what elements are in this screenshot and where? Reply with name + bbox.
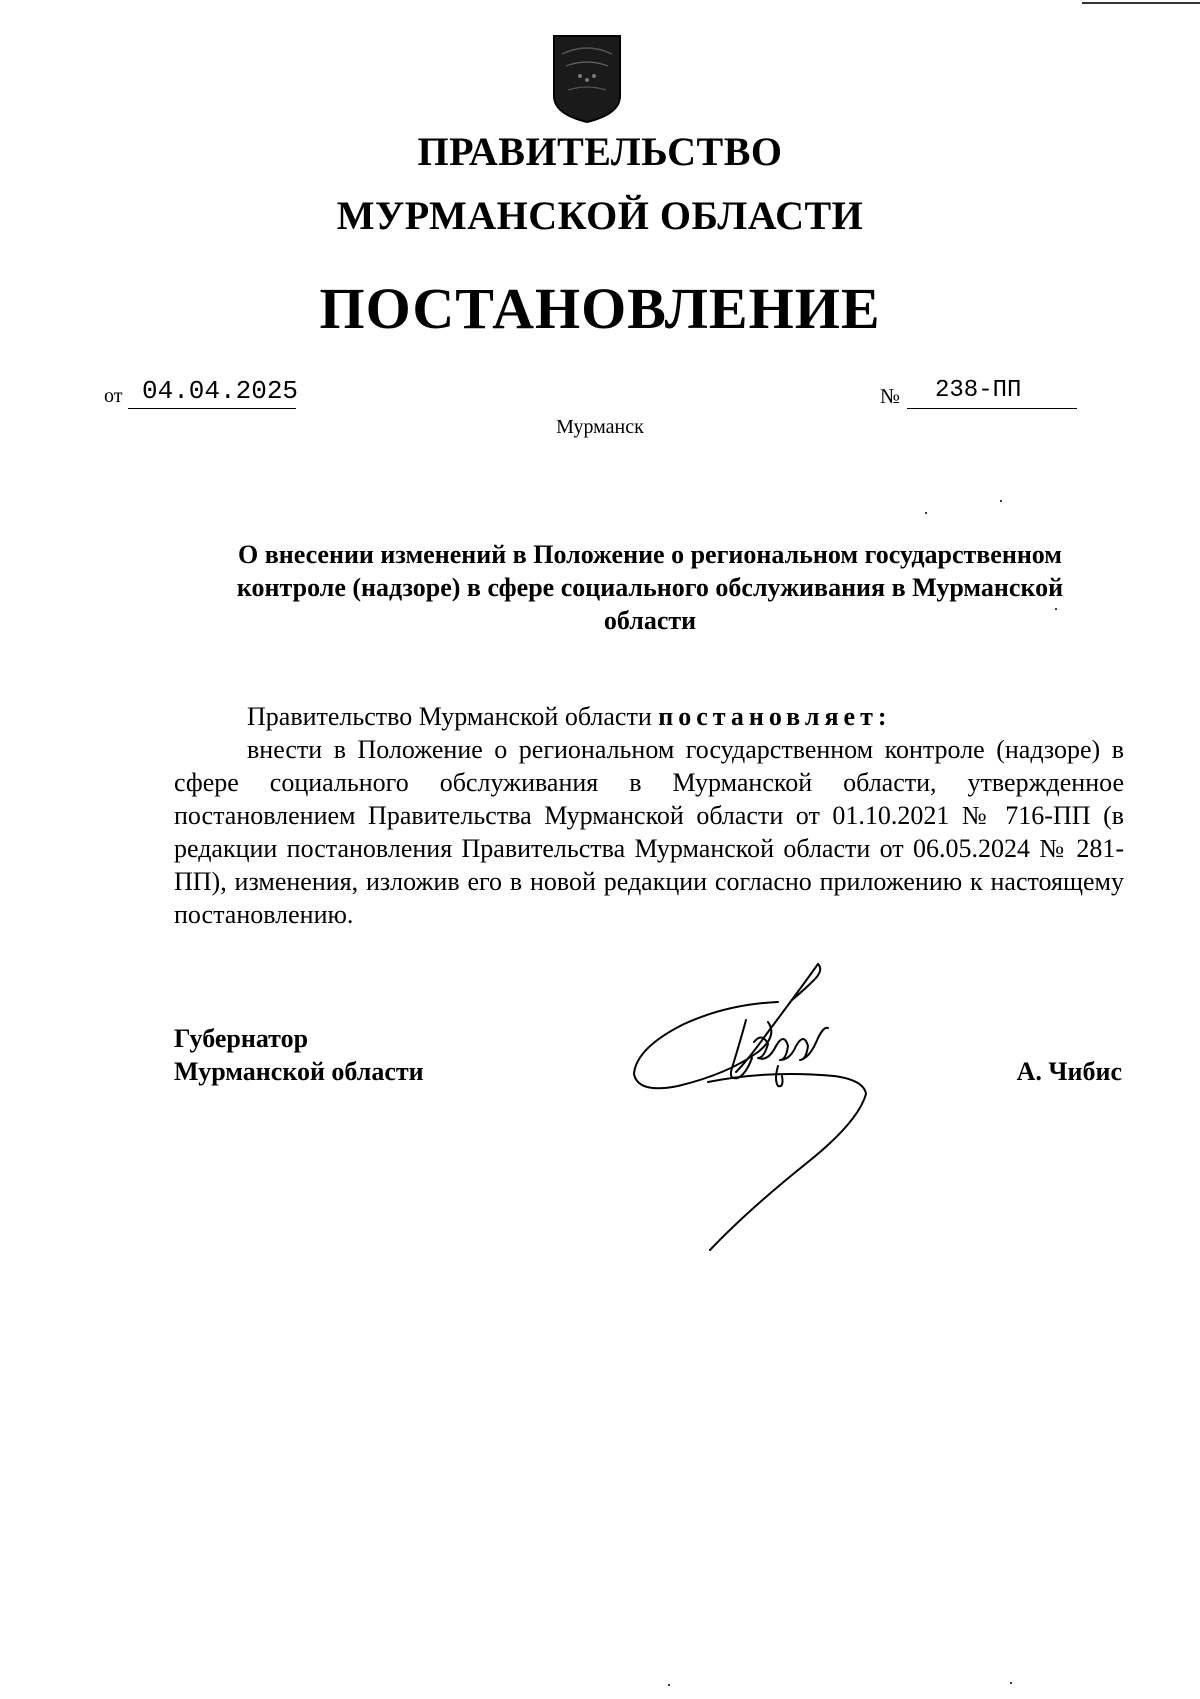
scan-speck [925,512,927,514]
coat-of-arms-icon [552,34,622,124]
date-prefix: от [104,385,123,407]
decision-paragraph: внести в Положение о региональном государственном контроле (надзоре) в сфере социального обслуживания в Мурманской области, утвержденное постановлением Правительства Мурманской области от 01.10.2021 № 716-ПП (в редакции постановления Правительства Мурманской области от 06.05.2024 № 281-ПП), изменения, изложив его в новой редакции согласно приложению к настоящему постановлению. [174,735,1124,929]
document-number: 238-ПП [907,376,1077,409]
intro-paragraph [174,700,1124,733]
signatory-role-line-2: Мурманской области [174,1057,424,1086]
document-type-title: ПОСТАНОВЛЕНИЕ [319,276,881,341]
government-title-line-1: ПРАВИТЕЛЬСТВО [417,129,783,174]
number-prefix: № [880,384,901,408]
intro-text: Правительство Мурманской области [247,702,659,731]
intro-emphasis: постановляет: [658,702,892,731]
handwritten-signature-icon [628,962,888,1254]
document-subject: О внесении изменений в Положение о региональном государственном контроле (надзоре) в сфере социального обслуживания в Мурманской области [236,540,1064,635]
scan-speck [1010,1682,1012,1684]
city-name: Мурманск [556,416,644,438]
signatory-role [174,1022,424,1088]
signatory-role-line-1: Губернатор [174,1024,309,1053]
signatory-name: А. Чибис [1016,1057,1122,1086]
scan-speck [1000,500,1002,502]
document-date: 04.04.2025 [128,376,296,409]
government-title-line-2: МУРМАНСКОЙ ОБЛАСТИ [336,193,864,238]
scan-edge-line [1082,2,1200,4]
scan-speck [668,1684,670,1686]
